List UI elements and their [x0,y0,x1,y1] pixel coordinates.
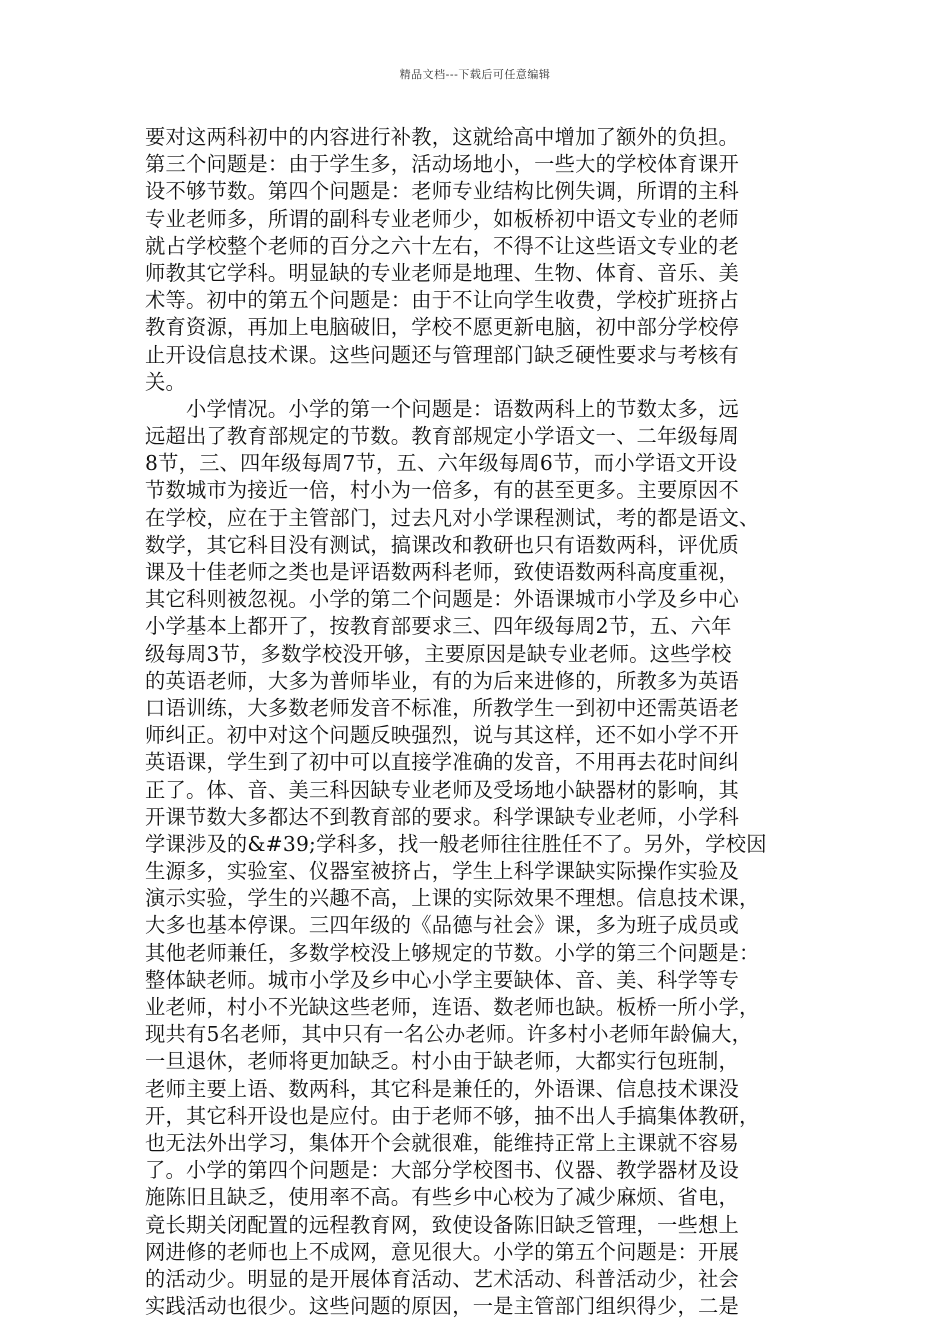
text-line: 在学校，应在于主管部门，过去凡对小学课程测试，考的都是语文、 [145,505,760,530]
text-line: 专业老师多，所谓的副科专业老师少，如板桥初中语文专业的老师 [145,206,739,231]
text-line: 远超出了教育部规定的节数。教育部规定小学语文一、二年级每周 [145,424,739,449]
text-line: 的英语老师，大多为普师毕业，有的为后来进修的，所教多为英语 [145,668,739,693]
text-line: 小学情况。小学的第一个问题是：语数两科上的节数太多，远 [145,396,739,421]
text-line: 大多也基本停课。三四年级的《品德与社会》课，多为班子成员或 [145,913,739,938]
text-line: 教育资源，再加上电脑破旧，学校不愿更新电脑，初中部分学校停 [145,315,739,340]
text-line: 级每周3节，多数学校没开够，主要原因是缺专业老师。这些学校 [145,641,732,666]
text-line: 其他老师兼任，多数学校没上够规定的节数。小学的第三个问题是： [145,940,760,965]
text-line: 业老师，村小不光缺这些老师，连语、数老师也缺。板桥一所小学， [145,995,760,1019]
document-body [145,124,825,1320]
text-line: 其它科则被忽视。小学的第二个问题是：外语课城市小学及乡中心 [145,587,739,612]
text-line: 开，其它科开设也是应付。由于老师不够，抽不出人手搞集体教研， [145,1103,760,1128]
text-line: 小学基本上都开了，按教育部要求三、四年级每周2节，五、六年 [145,614,732,639]
text-line: 竟长期关闭配置的远程教育网，致使设备陈旧缺乏管理，一些想上 [145,1212,739,1237]
text-line: 学课涉及的&#39;学科多，找一般老师往往胜任不了。另外，学校因 [145,831,767,856]
text-line: 开课节数大多都达不到教育部的要求。科学课缺专业老师，小学科 [145,804,739,829]
text-line: 8节，三、四年级每周7节，五、六年级每周6节，而小学语文开设 [145,451,738,476]
text-line: 的活动少。明显的是开展体育活动、艺术活动、科普活动少，社会 [145,1266,739,1291]
text-line: 实践活动也很少。这些问题的原因，一是主管部门组织得少，二是 [145,1294,739,1319]
page-header: 精品文档---下载后可任意编辑 [399,68,551,81]
text-line: 就占学校整个老师的百分之六十左右，不得不让这些语文专业的老 [145,233,739,258]
text-line: 施陈旧且缺乏，使用率不高。有些乡中心校为了减少麻烦、省电， [145,1185,739,1210]
text-line: 要对这两科初中的内容进行补教，这就给高中增加了额外的负担。 [145,125,739,149]
text-line: 英语课，学生到了初中可以直接学准确的发音，不用再去花时间纠 [145,750,739,775]
text-line: 关。 [145,369,186,394]
text-line: 也无法外出学习，集体开个会就很难，能维持正常上主课就不容易 [145,1130,739,1155]
text-line: 正了。体、音、美三科因缺专业老师及受场地小缺器材的影响，其 [145,777,739,802]
text-line: 师教其它学科。明显缺的专业老师是地理、生物、体育、音乐、美 [145,260,739,285]
text-line: 一旦退休，老师将更加缺乏。村小由于缺老师，大都实行包班制， [145,1049,739,1074]
text-line: 网进修的老师也上不成网，意见很大。小学的第五个问题是：开展 [145,1239,739,1264]
text-line: 数学，其它科目没有测试，搞课改和教研也只有语数两科，评优质 [145,532,739,557]
text-line: 术等。初中的第五个问题是：由于不让向学生收费，学校扩班挤占 [145,288,739,313]
text-line: 课及十佳老师之类也是评语数两科老师，致使语数两科高度重视， [145,560,739,584]
text-line: 第三个问题是：由于学生多，活动场地小，一些大的学校体育课开 [145,152,739,177]
text-line: 现共有5名老师，其中只有一名公办老师。许多村小老师年龄偏大， [145,1022,753,1047]
text-line: 演示实验，学生的兴趣不高，上课的实际效果不理想。信息技术课， [145,886,760,911]
text-line: 整体缺老师。城市小学及乡中心小学主要缺体、音、美、科学等专 [145,967,739,992]
text-line: 了。小学的第四个问题是：大部分学校图书、仪器、教学器材及设 [145,1158,739,1183]
text-line: 节数城市为接近一倍，村小为一倍多，有的甚至更多。主要原因不 [145,478,739,503]
text-line: 止开设信息技术课。这些问题还与管理部门缺乏硬性要求与考核有 [145,342,739,367]
text-line: 老师主要上语、数两科，其它科是兼任的，外语课、信息技术课没 [145,1076,739,1101]
text-line: 口语训练，大多数老师发音不标准，所教学生一到初中还需英语老 [145,695,739,720]
text-line: 设不够节数。第四个问题是：老师专业结构比例失调，所谓的主科 [145,179,739,204]
text-line: 师纠正。初中对这个问题反映强烈，说与其这样，还不如小学不开 [145,723,739,748]
text-line: 生源多，实验室、仪器室被挤占，学生上科学课缺实际操作实验及 [145,859,739,884]
